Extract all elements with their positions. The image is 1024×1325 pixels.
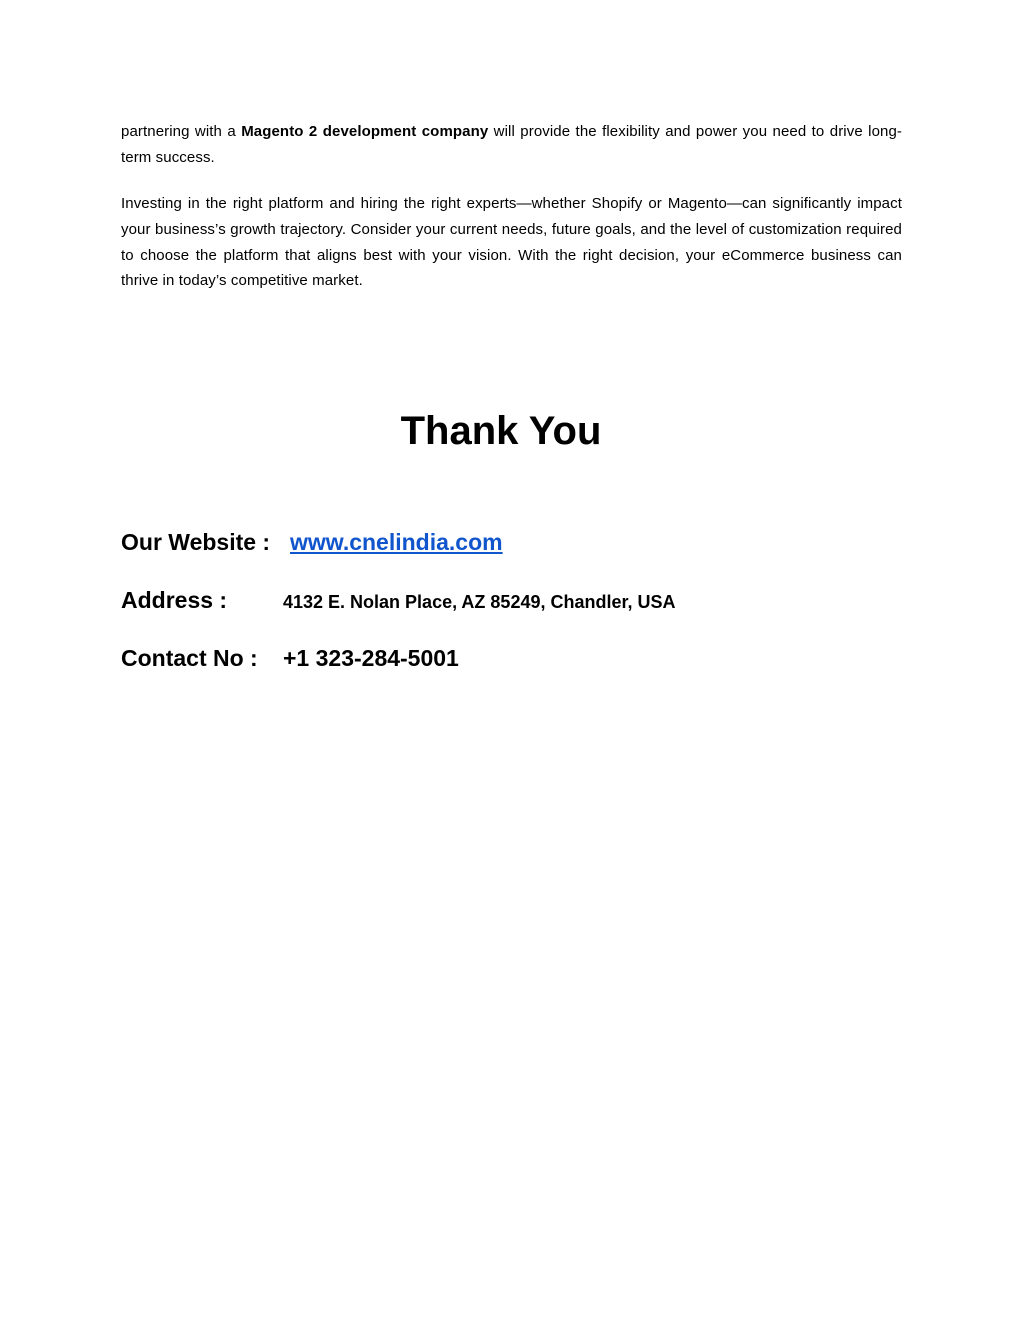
contact-row [121, 645, 459, 672]
body-paragraph-2: Investing in the right platform and hiring the right experts—whether Shopify or Magento—can significantly impact your business’s growth trajectory. Consider your current needs, future goals, and the level of customization required to choose the platform that aligns best with your vision. With the right decision, your eCommerce business can thrive in today’s competitive market. [121, 195, 902, 290]
contact-label: Contact No : [121, 645, 258, 671]
paragraph-1-intro: partnering with a [121, 123, 242, 140]
phone-number: +1 323-284-5001 [283, 645, 459, 671]
thank-you-heading: Thank You [400, 409, 602, 453]
paragraph-1-bold-term: Magento 2 development company [241, 123, 489, 140]
body-paragraph-1 [121, 119, 902, 171]
address-value: 4132 E. Nolan Place, AZ 85249, Chandler, USA [283, 592, 676, 612]
website-label: Our Website : [121, 529, 271, 555]
address-label: Address : [121, 587, 228, 613]
website-link[interactable]: www.cnelindia.com [290, 529, 503, 555]
address-row [121, 587, 676, 614]
website-row [121, 529, 503, 556]
paragraph-1-outro: will provide the flexibility and power you need to drive long-term success. [121, 123, 902, 166]
